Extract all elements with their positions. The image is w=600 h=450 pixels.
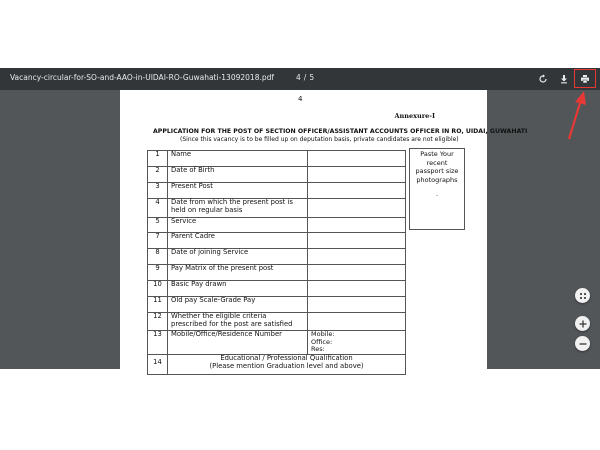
office-label: Office: <box>311 337 333 346</box>
row-number: 13 <box>148 331 168 355</box>
row-number: 4 <box>148 199 168 218</box>
photo-line: passport size <box>415 167 459 175</box>
qualification-sublabel: (Please mention Graduation level and above) <box>209 361 364 370</box>
row-label: Date from which the present post is held on regular basis <box>168 199 308 218</box>
page-separator: / <box>303 73 307 82</box>
residence-label: Res: <box>311 345 325 354</box>
row-number: 12 <box>148 313 168 331</box>
page-number: 4 <box>298 95 303 103</box>
photo-line: photographs <box>416 175 458 184</box>
photo-line: Paste Your <box>420 150 454 158</box>
row-number: 5 <box>148 218 168 233</box>
row-number: 1 <box>148 151 168 167</box>
row-label: Service <box>168 218 308 233</box>
current-page[interactable]: 4 <box>296 73 301 82</box>
qualification-label: Educational / Professional Qualification <box>220 354 353 362</box>
annexure-label: Annexure-I <box>394 112 435 120</box>
row-number: 10 <box>148 281 168 297</box>
photo-line: recent <box>426 158 448 167</box>
row-number: 7 <box>148 233 168 249</box>
row-label: Pay Matrix of the present post <box>168 265 308 281</box>
mobile-label: Mobile: <box>311 330 335 338</box>
row-number: 9 <box>148 265 168 281</box>
row-number: 14 <box>148 355 168 375</box>
row-label: Name <box>168 151 308 167</box>
row-number: 8 <box>148 249 168 265</box>
row-label: Whether the eligible criteria prescribed for the post are satisfied <box>168 313 308 331</box>
row-label: Date of joining Service <box>168 249 308 265</box>
document-title: Vacancy-circular-for-SO-and-AAO-in-UIDAI-RO-Guwahati-13092018.pdf <box>10 73 275 82</box>
row-number: 2 <box>148 167 168 183</box>
application-note: (Since this vacancy is to be filled up on deputation basis, private candidates are not eligible) <box>180 136 459 143</box>
total-pages: 5 <box>309 73 315 82</box>
row-number: 3 <box>148 183 168 199</box>
photo-mark: . <box>435 190 439 198</box>
row-label: Old pay Scale-Grade Pay <box>168 297 308 313</box>
row-number: 11 <box>148 297 168 313</box>
row-label: Basic Pay drawn <box>168 281 308 297</box>
row-label: Present Post <box>168 183 308 199</box>
row-label: Date of Birth <box>168 167 308 183</box>
row-label: Mobile/Office/Residence Number <box>168 331 308 355</box>
application-title: APPLICATION FOR THE POST OF SECTION OFFICER/ASSISTANT ACCOUNTS OFFICER IN RO, UIDAI, GUWAHATI <box>153 128 528 135</box>
row-label: Parent Cadre <box>168 233 308 249</box>
